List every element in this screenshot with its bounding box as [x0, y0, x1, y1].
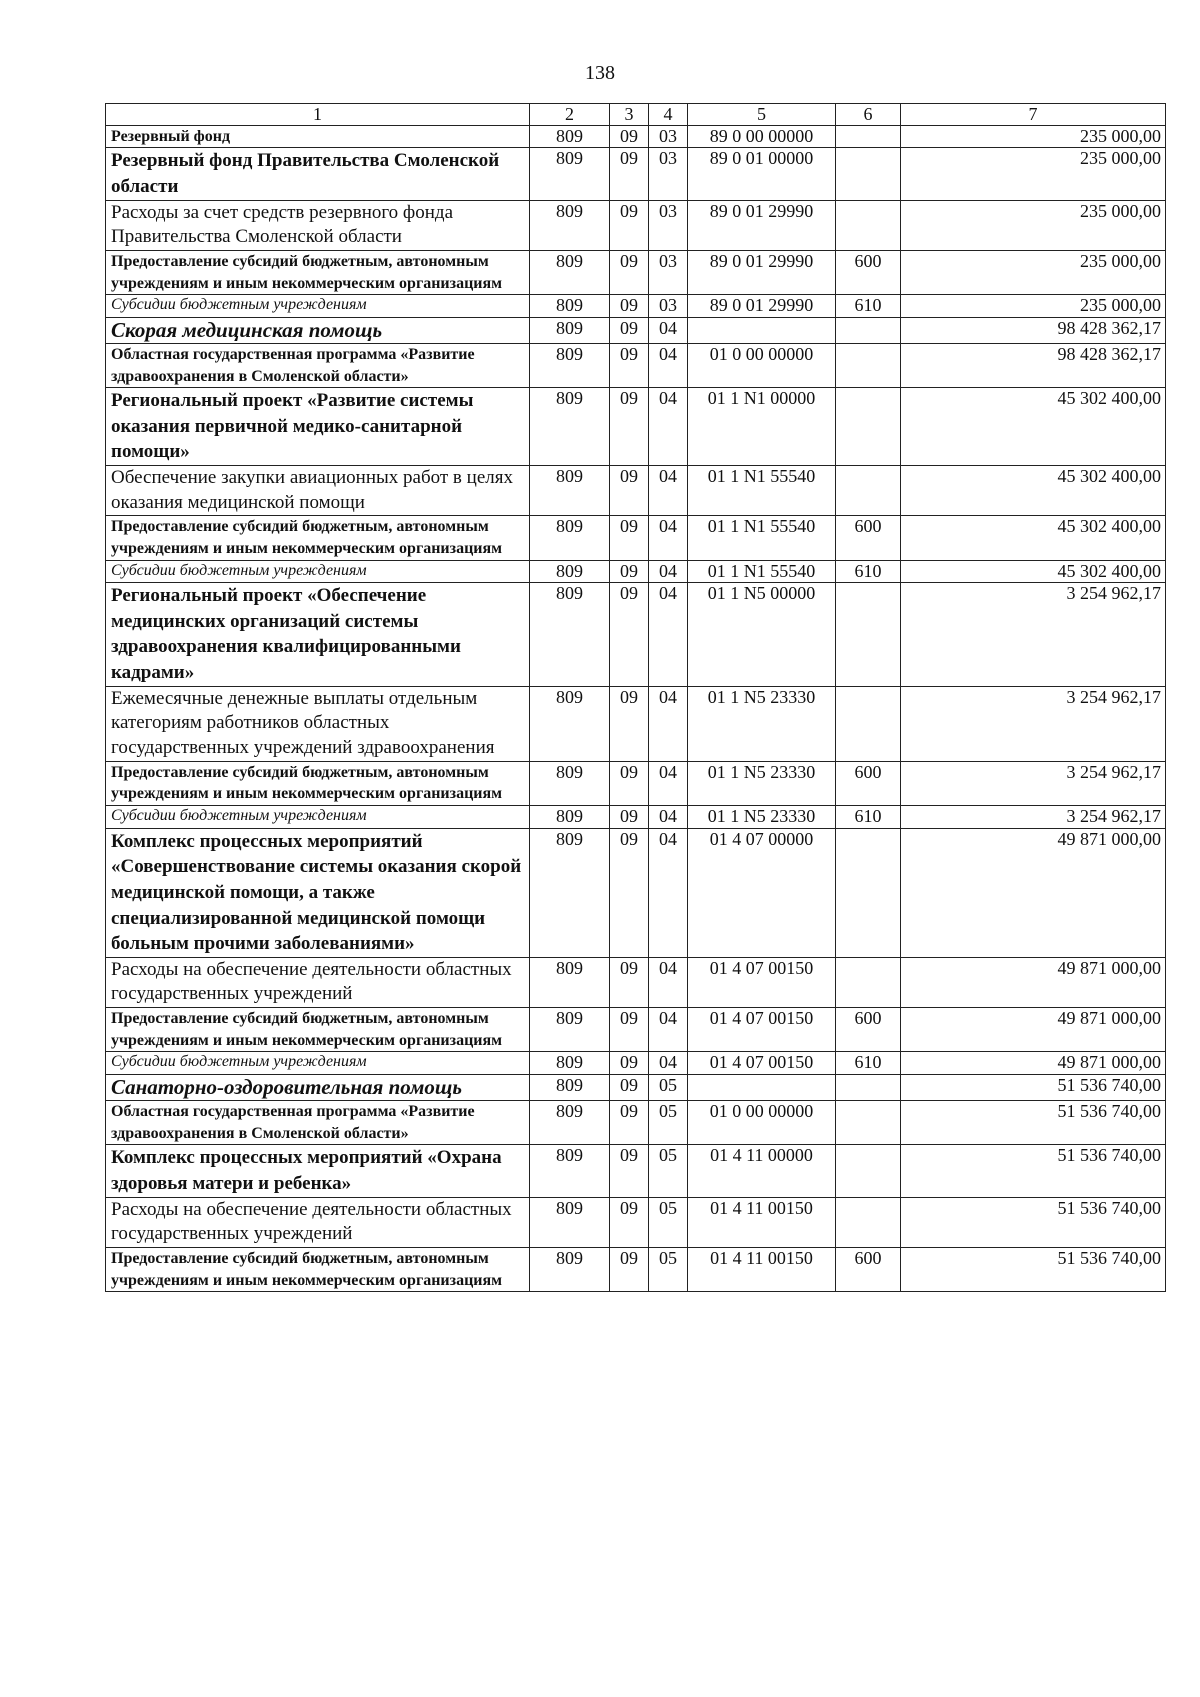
- cell-section-code: 09: [610, 200, 649, 250]
- cell-subsection-code: 04: [649, 388, 688, 466]
- cell-ministry-code: 809: [530, 148, 610, 200]
- cell-target-article: 01 4 07 00150: [688, 1008, 836, 1052]
- cell-amount: 51 536 740,00: [901, 1247, 1166, 1291]
- cell-subsection-code: 05: [649, 1247, 688, 1291]
- cell-amount: 45 302 400,00: [901, 388, 1166, 466]
- cell-amount: 49 871 000,00: [901, 828, 1166, 957]
- cell-amount: 98 428 362,17: [901, 343, 1166, 387]
- cell-section-code: 09: [610, 1052, 649, 1075]
- row-name: Предоставление субсидий бюджетным, автономным учреждениям и иным некоммерческим организациям: [106, 516, 530, 560]
- cell-section-code: 09: [610, 828, 649, 957]
- cell-subsection-code: 04: [649, 957, 688, 1007]
- cell-amount: 3 254 962,17: [901, 686, 1166, 761]
- table-row: [106, 200, 1166, 250]
- cell-subsection-code: 05: [649, 1197, 688, 1247]
- cell-expense-type: [836, 343, 901, 387]
- cell-subsection-code: 04: [649, 828, 688, 957]
- header-row: [106, 104, 1166, 126]
- cell-section-code: 09: [610, 686, 649, 761]
- cell-expense-type: [836, 686, 901, 761]
- cell-section-code: 09: [610, 1197, 649, 1247]
- cell-ministry-code: 809: [530, 583, 610, 687]
- cell-ministry-code: 809: [530, 805, 610, 828]
- row-name: Комплекс процессных мероприятий «Совершенствование системы оказания скорой медицинской помощи, а также специализированной медицинской помощи больным прочими заболеваниями»: [106, 828, 530, 957]
- row-name: Ежемесячные денежные выплаты отдельным категориям работников областных государственных учреждений здравоохранения: [106, 686, 530, 761]
- table-row: [106, 1074, 1166, 1100]
- cell-target-article: 89 0 01 29990: [688, 250, 836, 294]
- cell-ministry-code: 809: [530, 957, 610, 1007]
- table-row: [106, 686, 1166, 761]
- cell-section-code: 09: [610, 957, 649, 1007]
- cell-expense-type: 610: [836, 295, 901, 318]
- cell-section-code: 09: [610, 1074, 649, 1100]
- cell-expense-type: [836, 388, 901, 466]
- cell-section-code: 09: [610, 466, 649, 516]
- cell-amount: 3 254 962,17: [901, 805, 1166, 828]
- row-name: Санаторно-оздоровительная помощь: [106, 1074, 530, 1100]
- cell-target-article: [688, 317, 836, 343]
- cell-subsection-code: 04: [649, 516, 688, 560]
- cell-expense-type: [836, 200, 901, 250]
- table-row: [106, 1052, 1166, 1075]
- cell-subsection-code: 04: [649, 317, 688, 343]
- cell-section-code: 09: [610, 1247, 649, 1291]
- cell-ministry-code: 809: [530, 1052, 610, 1075]
- cell-target-article: 01 1 N5 00000: [688, 583, 836, 687]
- cell-expense-type: 600: [836, 516, 901, 560]
- row-name: Субсидии бюджетным учреждениям: [106, 1052, 530, 1075]
- column-header: 3: [610, 104, 649, 126]
- cell-target-article: 89 0 00 00000: [688, 125, 836, 148]
- row-name: Расходы за счет средств резервного фонда Правительства Смоленской области: [106, 200, 530, 250]
- cell-ministry-code: 809: [530, 1145, 610, 1197]
- column-header: 6: [836, 104, 901, 126]
- cell-section-code: 09: [610, 343, 649, 387]
- table-row: [106, 560, 1166, 583]
- cell-ministry-code: 809: [530, 250, 610, 294]
- cell-expense-type: [836, 583, 901, 687]
- cell-ministry-code: 809: [530, 388, 610, 466]
- cell-section-code: 09: [610, 805, 649, 828]
- row-name: Предоставление субсидий бюджетным, автономным учреждениям и иным некоммерческим организациям: [106, 761, 530, 805]
- table-row: [106, 1145, 1166, 1197]
- table-row: [106, 761, 1166, 805]
- cell-amount: 49 871 000,00: [901, 957, 1166, 1007]
- cell-subsection-code: 03: [649, 200, 688, 250]
- column-header: 5: [688, 104, 836, 126]
- cell-amount: 45 302 400,00: [901, 466, 1166, 516]
- cell-section-code: 09: [610, 761, 649, 805]
- column-header: 7: [901, 104, 1166, 126]
- cell-ministry-code: 809: [530, 317, 610, 343]
- cell-subsection-code: 04: [649, 1008, 688, 1052]
- page-number: 138: [585, 62, 615, 84]
- row-name: Региональный проект «Развитие системы оказания первичной медико-санитарной помощи»: [106, 388, 530, 466]
- row-name: Резервный фонд: [106, 125, 530, 148]
- column-header: 4: [649, 104, 688, 126]
- cell-amount: 3 254 962,17: [901, 761, 1166, 805]
- cell-subsection-code: 04: [649, 583, 688, 687]
- cell-expense-type: 600: [836, 250, 901, 294]
- cell-target-article: 01 1 N5 23330: [688, 805, 836, 828]
- cell-expense-type: 610: [836, 1052, 901, 1075]
- cell-amount: 98 428 362,17: [901, 317, 1166, 343]
- cell-amount: 235 000,00: [901, 125, 1166, 148]
- row-name: Расходы на обеспечение деятельности областных государственных учреждений: [106, 1197, 530, 1247]
- cell-expense-type: [836, 148, 901, 200]
- table-row: [106, 516, 1166, 560]
- cell-section-code: 09: [610, 1008, 649, 1052]
- cell-subsection-code: 04: [649, 686, 688, 761]
- cell-target-article: 89 0 01 00000: [688, 148, 836, 200]
- table-row: [106, 1247, 1166, 1291]
- cell-section-code: 09: [610, 560, 649, 583]
- column-header: 2: [530, 104, 610, 126]
- cell-subsection-code: 04: [649, 466, 688, 516]
- cell-ministry-code: 809: [530, 1247, 610, 1291]
- cell-subsection-code: 03: [649, 125, 688, 148]
- cell-ministry-code: 809: [530, 686, 610, 761]
- table-row: [106, 317, 1166, 343]
- cell-expense-type: [836, 1197, 901, 1247]
- cell-section-code: 09: [610, 250, 649, 294]
- cell-ministry-code: 809: [530, 560, 610, 583]
- table-row: [106, 125, 1166, 148]
- cell-expense-type: [836, 828, 901, 957]
- cell-section-code: 09: [610, 1101, 649, 1145]
- cell-target-article: 01 4 11 00150: [688, 1247, 836, 1291]
- cell-amount: 51 536 740,00: [901, 1101, 1166, 1145]
- cell-section-code: 09: [610, 1145, 649, 1197]
- row-name: Скорая медицинская помощь: [106, 317, 530, 343]
- cell-target-article: [688, 1074, 836, 1100]
- table-row: [106, 957, 1166, 1007]
- table-row: [106, 343, 1166, 387]
- cell-expense-type: [836, 1101, 901, 1145]
- cell-expense-type: [836, 466, 901, 516]
- cell-subsection-code: 03: [649, 250, 688, 294]
- cell-amount: 51 536 740,00: [901, 1074, 1166, 1100]
- cell-expense-type: 610: [836, 560, 901, 583]
- cell-amount: 49 871 000,00: [901, 1052, 1166, 1075]
- cell-target-article: 01 1 N1 55540: [688, 560, 836, 583]
- cell-expense-type: [836, 957, 901, 1007]
- row-name: Предоставление субсидий бюджетным, автономным учреждениям и иным некоммерческим организациям: [106, 1008, 530, 1052]
- row-name: Субсидии бюджетным учреждениям: [106, 805, 530, 828]
- cell-section-code: 09: [610, 125, 649, 148]
- row-name: Областная государственная программа «Развитие здравоохранения в Смоленской области»: [106, 1101, 530, 1145]
- cell-amount: 235 000,00: [901, 250, 1166, 294]
- table-row: [106, 295, 1166, 318]
- cell-amount: 235 000,00: [901, 200, 1166, 250]
- cell-ministry-code: 809: [530, 1197, 610, 1247]
- cell-ministry-code: 809: [530, 761, 610, 805]
- cell-subsection-code: 04: [649, 560, 688, 583]
- cell-amount: 235 000,00: [901, 295, 1166, 318]
- cell-section-code: 09: [610, 583, 649, 687]
- cell-ministry-code: 809: [530, 1074, 610, 1100]
- cell-target-article: 01 4 11 00150: [688, 1197, 836, 1247]
- cell-subsection-code: 04: [649, 761, 688, 805]
- row-name: Резервный фонд Правительства Смоленской области: [106, 148, 530, 200]
- cell-target-article: 01 1 N1 00000: [688, 388, 836, 466]
- cell-target-article: 01 1 N5 23330: [688, 686, 836, 761]
- cell-ministry-code: 809: [530, 516, 610, 560]
- cell-ministry-code: 809: [530, 343, 610, 387]
- cell-subsection-code: 05: [649, 1101, 688, 1145]
- table-row: [106, 1197, 1166, 1247]
- row-name: Предоставление субсидий бюджетным, автономным учреждениям и иным некоммерческим организациям: [106, 250, 530, 294]
- row-name: Расходы на обеспечение деятельности областных государственных учреждений: [106, 957, 530, 1007]
- cell-amount: 235 000,00: [901, 148, 1166, 200]
- cell-subsection-code: 04: [649, 343, 688, 387]
- column-header: 1: [106, 104, 530, 126]
- cell-amount: 51 536 740,00: [901, 1145, 1166, 1197]
- row-name: Комплекс процессных мероприятий «Охрана здоровья матери и ребенка»: [106, 1145, 530, 1197]
- cell-section-code: 09: [610, 516, 649, 560]
- table-row: [106, 466, 1166, 516]
- row-name: Субсидии бюджетным учреждениям: [106, 560, 530, 583]
- row-name: Предоставление субсидий бюджетным, автономным учреждениям и иным некоммерческим организациям: [106, 1247, 530, 1291]
- cell-target-article: 89 0 01 29990: [688, 295, 836, 318]
- cell-ministry-code: 809: [530, 295, 610, 318]
- cell-amount: 49 871 000,00: [901, 1008, 1166, 1052]
- cell-ministry-code: 809: [530, 125, 610, 148]
- table-row: [106, 388, 1166, 466]
- cell-expense-type: [836, 317, 901, 343]
- cell-target-article: 01 1 N1 55540: [688, 466, 836, 516]
- table-row: [106, 148, 1166, 200]
- cell-ministry-code: 809: [530, 1008, 610, 1052]
- table-row: [106, 583, 1166, 687]
- table-row: [106, 805, 1166, 828]
- table-row: [106, 1008, 1166, 1052]
- cell-amount: 45 302 400,00: [901, 516, 1166, 560]
- cell-section-code: 09: [610, 148, 649, 200]
- cell-expense-type: [836, 125, 901, 148]
- cell-section-code: 09: [610, 295, 649, 318]
- cell-expense-type: 600: [836, 1008, 901, 1052]
- cell-target-article: 89 0 01 29990: [688, 200, 836, 250]
- cell-target-article: 01 4 07 00150: [688, 1052, 836, 1075]
- cell-amount: 51 536 740,00: [901, 1197, 1166, 1247]
- cell-subsection-code: 05: [649, 1145, 688, 1197]
- cell-expense-type: [836, 1074, 901, 1100]
- cell-ministry-code: 809: [530, 1101, 610, 1145]
- cell-target-article: 01 1 N5 23330: [688, 761, 836, 805]
- cell-subsection-code: 04: [649, 805, 688, 828]
- cell-section-code: 09: [610, 388, 649, 466]
- cell-ministry-code: 809: [530, 200, 610, 250]
- cell-subsection-code: 05: [649, 1074, 688, 1100]
- cell-amount: 45 302 400,00: [901, 560, 1166, 583]
- cell-expense-type: 600: [836, 761, 901, 805]
- cell-amount: 3 254 962,17: [901, 583, 1166, 687]
- table-row: [106, 1101, 1166, 1145]
- cell-target-article: 01 0 00 00000: [688, 1101, 836, 1145]
- cell-target-article: 01 4 07 00150: [688, 957, 836, 1007]
- cell-expense-type: 610: [836, 805, 901, 828]
- cell-target-article: 01 4 11 00000: [688, 1145, 836, 1197]
- cell-expense-type: 600: [836, 1247, 901, 1291]
- cell-expense-type: [836, 1145, 901, 1197]
- cell-target-article: 01 4 07 00000: [688, 828, 836, 957]
- cell-subsection-code: 03: [649, 295, 688, 318]
- cell-target-article: 01 0 00 00000: [688, 343, 836, 387]
- cell-ministry-code: 809: [530, 828, 610, 957]
- cell-subsection-code: 04: [649, 1052, 688, 1075]
- cell-target-article: 01 1 N1 55540: [688, 516, 836, 560]
- cell-subsection-code: 03: [649, 148, 688, 200]
- table-row: [106, 250, 1166, 294]
- row-name: Региональный проект «Обеспечение медицинских организаций системы здравоохранения квалифицированными кадрами»: [106, 583, 530, 687]
- row-name: Обеспечение закупки авиационных работ в целях оказания медицинской помощи: [106, 466, 530, 516]
- row-name: Областная государственная программа «Развитие здравоохранения в Смоленской области»: [106, 343, 530, 387]
- table-row: [106, 828, 1166, 957]
- budget-table: [105, 103, 1166, 1292]
- cell-section-code: 09: [610, 317, 649, 343]
- row-name: Субсидии бюджетным учреждениям: [106, 295, 530, 318]
- cell-ministry-code: 809: [530, 466, 610, 516]
